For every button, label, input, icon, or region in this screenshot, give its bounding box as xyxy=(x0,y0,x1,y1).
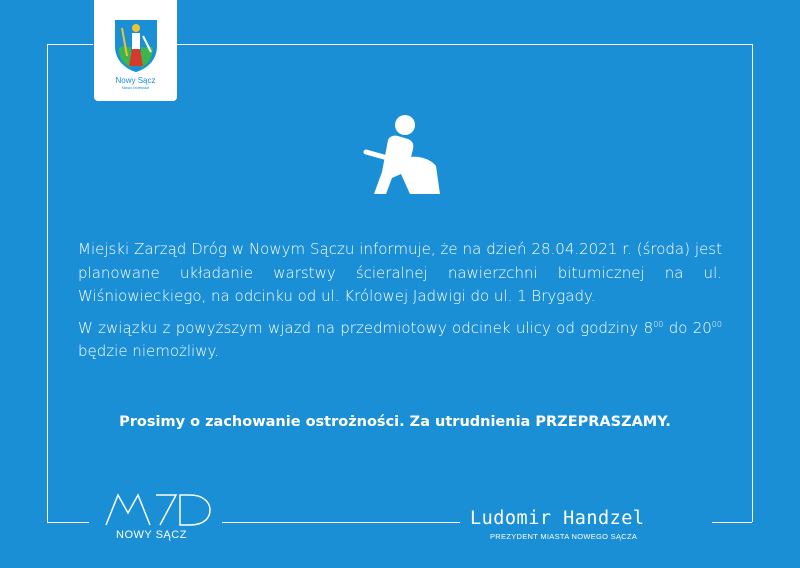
frame-line-top-left xyxy=(47,44,93,45)
logo-subtitle: Miasto królewskie xyxy=(121,86,150,90)
frame-line-top-right xyxy=(169,44,752,45)
frame-line-bottom-middle xyxy=(222,522,460,523)
time-to-hour: 20 xyxy=(692,318,712,337)
closing-message: Prosimy o zachowanie ostrożności. Za utrudnienia PRZEPRASZAMY. xyxy=(119,414,671,430)
signer-name: Ludomir Handzel xyxy=(470,508,645,529)
time-from-minutes: 00 xyxy=(653,319,664,329)
paragraph-2-end: będzie niemożliwy. xyxy=(78,342,219,360)
paragraph-2-start: W związku z powyższym wjazd na przedmiotowy odcinek ulicy od godziny xyxy=(78,318,639,337)
notice-paragraph-1: Miejski Zarząd Dróg w Nowym Sączu informuje, że na dzień 28.04.2021 r. (środa) jest planowane układanie warstwy ścieralnej nawierzchni bitumicznej na ul. Wiśniowieckiego, na odcinku od ul. Królowej Jadwigi do ul. 1 Brygady. xyxy=(78,240,722,305)
city-logo xyxy=(94,0,177,101)
notice-text xyxy=(78,238,722,364)
time-to-minutes: 00 xyxy=(711,319,722,329)
road-work-worker-icon xyxy=(358,114,442,198)
frame-line-right xyxy=(752,44,753,522)
frame-line-left xyxy=(47,44,48,522)
mzd-city-name: NOWY SĄCZ xyxy=(116,529,187,541)
to-word: do xyxy=(668,318,688,337)
frame-line-bottom-left xyxy=(47,522,89,523)
time-to xyxy=(693,319,722,337)
time-from xyxy=(644,319,664,337)
notice-paragraph-2 xyxy=(78,317,722,364)
mzd-logo xyxy=(104,493,214,527)
coat-of-arms-icon xyxy=(113,18,159,72)
frame-line-bottom-right xyxy=(712,522,752,523)
logo-city-name: Nowy Sącz xyxy=(115,76,156,85)
signer-title: PREZYDENT MIASTA NOWEGO SĄCZA xyxy=(490,532,638,541)
time-from-hour: 8 xyxy=(643,318,654,337)
